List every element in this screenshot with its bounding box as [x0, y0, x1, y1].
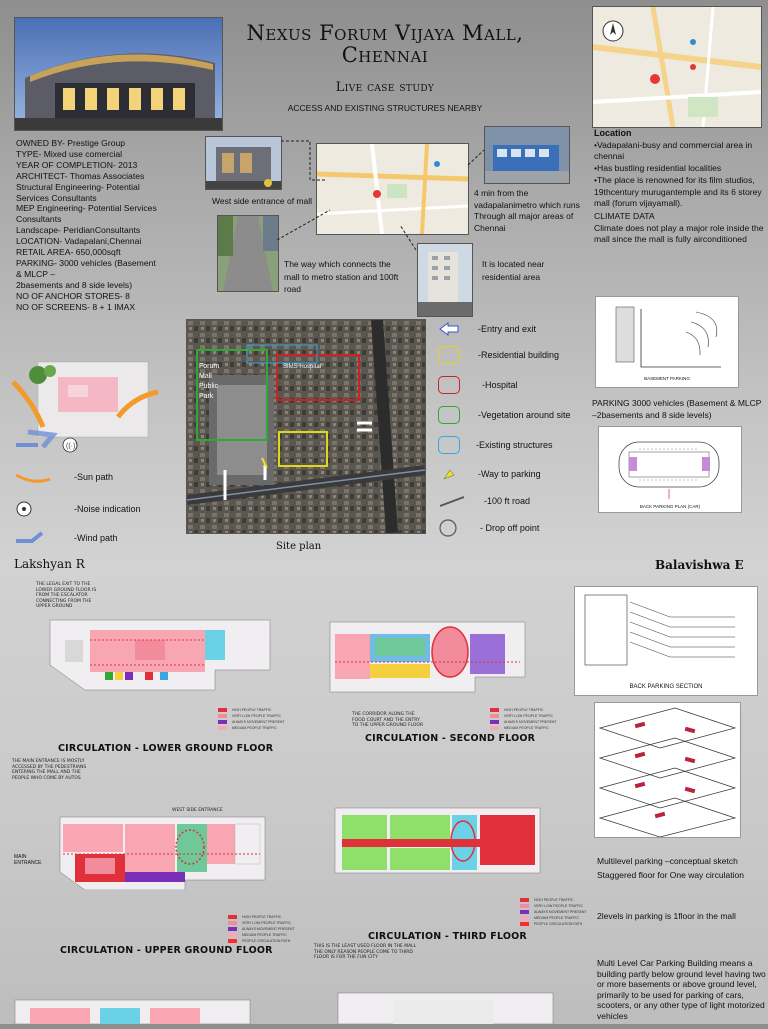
info-line: ARCHITECT- Thomas Associates: [16, 170, 145, 181]
key-swatch: [520, 898, 529, 902]
key-label: HIGH PEOPLE TRAFFIC: [504, 708, 544, 712]
basement-parking-label: BASEMENT PARKING: [644, 376, 690, 381]
site-plan-caption: Site plan: [276, 541, 322, 552]
key-label: ALWAYS MOVEMENT PRESENT: [232, 720, 285, 724]
info-line: Consultants: [16, 214, 62, 225]
climate-text: Climate does not play a major role inside the mall since the mall is fully airconditioned: [594, 222, 764, 245]
author-right: Balavishwa E: [655, 558, 744, 572]
key-swatch: [228, 921, 237, 925]
info-line: RETAIL AREA- 650,000sqft: [16, 247, 121, 258]
key-row: [520, 910, 587, 914]
key-row: [228, 933, 295, 937]
plan-lower-ground: [45, 610, 275, 692]
key-swatch: [490, 714, 499, 718]
key-label: HIGH PEOPLE TRAFFIC: [534, 898, 574, 902]
key-label: ALWAYS MOVEMENT PRESENT: [534, 910, 587, 914]
key-swatch: [228, 933, 237, 937]
west-entrance-caption: West side entrance of mall: [212, 196, 312, 206]
legend-parking-way: [438, 467, 541, 481]
legend-road: [438, 494, 530, 508]
svg-text:((·)): ((·)): [66, 443, 78, 450]
page-subtitle: Live case study: [335, 80, 435, 95]
key-row: [490, 714, 557, 718]
main-entrance-label: MAIN ENTRANCE: [14, 854, 42, 866]
back-parking-section-label: BACK PARKING SECTION: [629, 684, 703, 690]
info-line: LOCATION- Vadapalani,Chennai: [16, 236, 142, 247]
lower-ground-key: [218, 708, 285, 732]
key-row: [520, 922, 587, 926]
climate-sketch: [8, 357, 163, 462]
west-side-entrance-note: WEST SIDE ENTRANCE: [172, 808, 223, 813]
second-floor-title: CIRCULATION - SECOND FLOOR: [365, 733, 536, 744]
key-label: VERY LOW PEOPLE TRAFFIC: [534, 904, 584, 908]
info-line: & MLCP –: [16, 268, 56, 279]
residential-swatch: [438, 346, 460, 364]
legend-dropoff: [438, 519, 539, 537]
plan-upper-ground: [55, 812, 270, 890]
existing-structures-swatch: [438, 436, 460, 454]
info-line: Landscape- PeridianConsultants: [16, 225, 141, 236]
legend-label: - Drop off point: [480, 523, 540, 533]
location-block: [594, 128, 766, 246]
key-swatch: [218, 726, 227, 730]
svg-text:SIMS Hospital: SIMS Hospital: [283, 364, 322, 370]
location-heading: Location: [594, 128, 632, 138]
key-label: HIGH PEOPLE TRAFFIC: [232, 708, 272, 712]
key-label: MEDIUM PEOPLE TRAFFIC: [504, 726, 549, 730]
legend-entry-exit: [438, 322, 536, 336]
key-swatch: [520, 916, 529, 920]
info-line: TYPE- Mixed use comercial: [16, 148, 123, 159]
title-line-2: Chennai: [341, 43, 429, 67]
location-bullet: •The place is renowned for its film studios, 19thcentury murugantemple and its 6 storey mall (forum vijayamall).: [594, 174, 762, 209]
parking-text: PARKING 3000 vehicles (Basement & MLCP –2basements and 8 side levels): [592, 398, 762, 420]
key-row: [228, 939, 295, 943]
entry-exit-arrow-icon: [438, 322, 460, 336]
key-label: MEDIUM PEOPLE TRAFFIC: [242, 933, 287, 937]
basement-parking-sketch: [595, 296, 739, 388]
key-row: [218, 708, 285, 712]
key-row: [490, 726, 557, 730]
key-row: [490, 708, 557, 712]
wind-legend: [14, 529, 118, 547]
metro-way-caption: The way which connects the mall to metro station and 100ft road: [284, 259, 399, 294]
plan-partial-bottom-left: [10, 998, 255, 1024]
key-row: [520, 898, 587, 902]
key-swatch: [490, 726, 499, 730]
key-swatch: [228, 927, 237, 931]
key-swatch: [520, 922, 529, 926]
noise-label: -Noise indication: [74, 504, 141, 514]
legend-label: -Vegetation around site: [478, 410, 571, 420]
vegetation-swatch: [438, 406, 460, 424]
multilevel-parking-sketch: [594, 702, 741, 838]
second-floor-note: THE CORRIDOR ALONG THE FOOD COURT AND THE ENTRY TO THE UPPER GROUND FLOOR: [352, 712, 424, 728]
parking-way-arrow-icon: [438, 467, 460, 481]
key-row: [490, 720, 557, 724]
key-label: VERY LOW PEOPLE TRAFFIC: [504, 714, 554, 718]
legend-label: -Entry and exit: [478, 324, 537, 334]
svg-text:Park: Park: [199, 393, 214, 400]
info-line: YEAR OF COMPLETION- 2013: [16, 159, 138, 170]
svg-text:Forum: Forum: [199, 363, 220, 370]
key-row: [218, 720, 285, 724]
info-line: OWNED BY- Prestige Group: [16, 138, 126, 148]
multilevel-text: Multilevel parking –conceptual sketch Staggered floor for One way circulation: [597, 856, 744, 880]
info-line: NO OF ANCHOR STORES- 8: [16, 290, 130, 301]
legend-label: -Hospital: [482, 380, 518, 390]
location-bullet: •Vadapalani-busy and commercial area in chennai: [594, 139, 753, 162]
key-row: [228, 927, 295, 931]
info-line: PARKING- 3000 vehicles (Basement: [16, 257, 156, 268]
second-floor-key: [490, 708, 557, 732]
key-label: VERY LOW PEOPLE TRAFFIC: [232, 714, 282, 718]
legend-residential: [438, 346, 559, 364]
svg-text:Public: Public: [199, 383, 219, 390]
legend-label: -Existing structures: [476, 440, 553, 450]
back-parking-plan: [598, 426, 742, 513]
key-label: MEDIUM PEOPLE TRAFFIC: [232, 726, 277, 730]
key-label: MEDIUM PEOPLE TRAFFIC: [534, 916, 579, 920]
key-row: [218, 714, 285, 718]
plan-third-floor: [330, 803, 545, 891]
info-line: MEP Engineering- Potential Services: [16, 203, 157, 214]
site-plan-satellite: [186, 319, 426, 534]
title-line-1: Nexus Forum Vijaya Mall,: [246, 21, 524, 45]
legend-vegetation: [438, 406, 571, 424]
key-swatch: [520, 904, 529, 908]
key-label: PEOPLE CIRCULATION PATH: [242, 939, 291, 943]
wind-icon: [14, 529, 54, 547]
metro-time-caption: 4 min from the vadapalanimetro which runs Through all major areas of Chennai: [474, 188, 580, 233]
key-row: [520, 904, 587, 908]
info-line: 2basements and 8 side levels): [16, 279, 133, 290]
key-swatch: [218, 708, 227, 712]
location-bullet: •Has bustling residential localities: [594, 163, 722, 174]
levels-text: 2levels in parking is 1floor in the mall: [597, 911, 736, 921]
author-left: Lakshyan R: [14, 557, 85, 571]
key-label: ALWAYS MOVEMENT PRESENT: [504, 720, 557, 724]
hospital-swatch: [438, 376, 460, 394]
lower-ground-note: THE LEGAL EXIT TO THE LOWER GROUND FLOOR IS FROM THE ESCALATOR CONNECTING FROM THE UPPER GROUND: [36, 582, 97, 609]
key-row: [218, 726, 285, 730]
section-heading: ACCESS AND EXISTING STRUCTURES NEARBY: [287, 103, 483, 113]
lower-ground-title: CIRCULATION - LOWER GROUND FLOOR: [58, 743, 274, 754]
info-line: NO OF SCREENS- 8 + 1 IMAX: [16, 301, 136, 312]
third-floor-note: THIS IS THE LEAST USED FLOOR IN THE MALL THE ONLY REASON PEOPLE COME TO THIRD FLOOR IS FOR THE FUN CITY: [314, 944, 417, 960]
key-label: HIGH PEOPLE TRAFFIC: [242, 915, 282, 919]
upper-ground-key: [228, 915, 295, 945]
key-swatch: [218, 720, 227, 724]
third-floor-key: [520, 898, 587, 928]
back-parking-plan-label: BACK PARKING PLAN (CAR): [639, 504, 701, 509]
legend-existing: [438, 436, 553, 454]
key-swatch: [228, 939, 237, 943]
third-floor-title: CIRCULATION - THIRD FLOOR: [368, 931, 527, 942]
key-row: [228, 915, 295, 919]
svg-text:Mall: Mall: [199, 373, 212, 380]
legend-label: -Residential building: [478, 350, 560, 360]
key-swatch: [520, 910, 529, 914]
legend-label: -Way to parking: [478, 469, 541, 479]
key-swatch: [490, 708, 499, 712]
dropoff-circle-icon: [438, 519, 460, 537]
noise-legend: [14, 500, 141, 518]
road-line-icon: [438, 494, 466, 508]
upper-ground-title: CIRCULATION - UPPER GROUND FLOOR: [60, 945, 273, 956]
residential-caption: It is located near residential area: [482, 259, 545, 282]
info-line: Structural Engineering- Potential: [16, 181, 140, 192]
plan-second-floor: [325, 612, 530, 702]
climate-heading: CLIMATE DATA: [594, 210, 655, 221]
legend-label: -100 ft road: [484, 496, 531, 506]
legend-hospital: [438, 376, 518, 394]
noise-icon: [14, 500, 54, 518]
mlcp-definition: Multi Level Car Parking Building means a building partly below ground level having two or more basements or above ground level, primarily to be used for parking of cars, scooters, or any other type of light motorized vehicles: [597, 958, 766, 1021]
key-label: PEOPLE CIRCULATION PATH: [534, 922, 583, 926]
key-swatch: [228, 915, 237, 919]
upper-ground-note: THE MAIN ENTRANCE IS MOSTLY ACCESSED BY THE PEDESTRIANS ENTERING THE MALL AND THE PEOPLE WHO COME BY AUTOS: [12, 759, 87, 781]
sun-path-icon: [14, 471, 54, 483]
key-row: [520, 916, 587, 920]
key-label: VERY LOW PEOPLE TRAFFIC: [242, 921, 292, 925]
key-row: [228, 921, 295, 925]
info-line: Services Consultants: [16, 192, 97, 203]
sun-path-legend: [14, 471, 113, 483]
plan-partial-bottom-middle: [333, 990, 558, 1024]
key-swatch: [490, 720, 499, 724]
key-swatch: [218, 714, 227, 718]
wind-label: -Wind path: [74, 533, 118, 543]
key-label: ALWAYS MOVEMENT PRESENT: [242, 927, 295, 931]
back-parking-section: [574, 586, 758, 696]
sun-path-label: -Sun path: [74, 472, 114, 482]
